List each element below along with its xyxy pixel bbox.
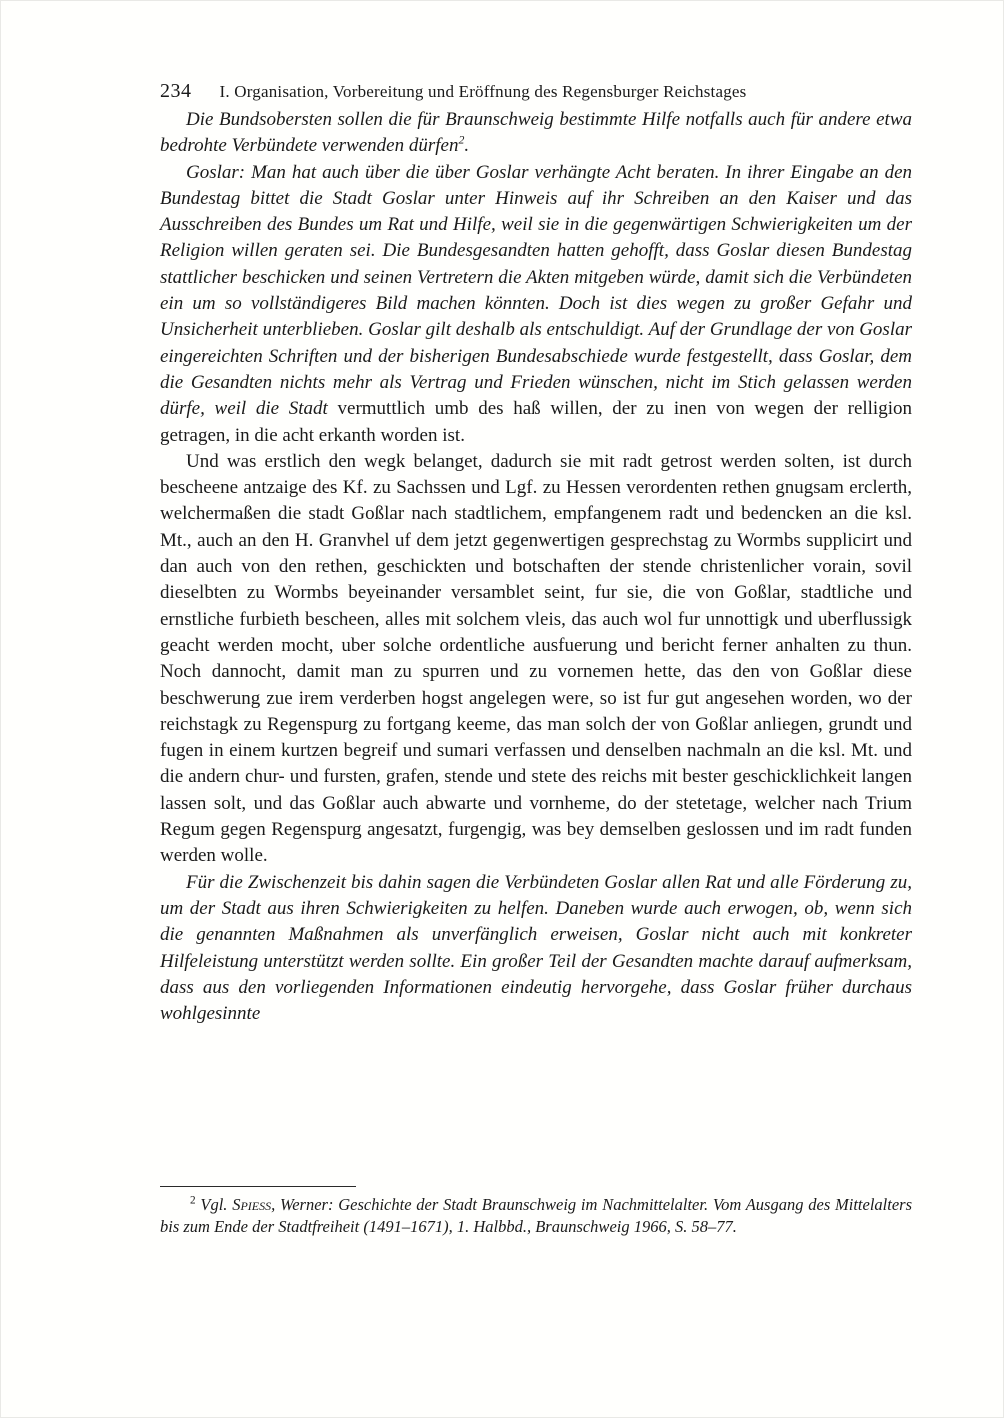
footnote-separator (160, 1186, 356, 1187)
paragraph-summary-goslar-acht (160, 160, 912, 449)
footnote-marker: 2 (190, 1194, 196, 1207)
footnote (160, 1194, 912, 1238)
chapter-running-title: I. Organisation, Vorbereitung und Eröffnung des Regensburger Reichstages (219, 82, 747, 101)
text-segment: , Werner: Geschichte der Stadt Braunschweig im Nachmittelalter. Vom Ausgang des Mittelalters bis zum Ende der Stadtfreiheit (1491–1671), 1. Halbbd., Braunschweig 1966, S. 58–77. (160, 1195, 912, 1236)
paragraph-summary-zwischenzeit (160, 870, 912, 1028)
text-segment: Für die Zwischenzeit bis dahin sagen die Verbündeten Goslar allen Rat und alle Förderung zu, um der Stadt aus ihren Schwierigkeiten zu helfen. Daneben wurde auch erwogen, ob, wenn sich die genannten Maßnahmen als unverfänglich erweisen, Goslar nicht auch mit konkreter Hilfeleistung unterstützt werden sollte. Ein großer Teil der Gesandten machte darauf aufmerksam, dass aus den vorliegenden Informationen eindeutig hervorgehe, dass Goslar früher durchaus wohlgesinnte (160, 871, 912, 1025)
text-segment: Die Bundsobersten sollen die für Braunschweig bestimmte Hilfe notfalls auch für andere etwa bedrohte Verbündete verwenden dürfen (160, 109, 912, 157)
text-segment: Goslar: Man hat auch über die über Goslar verhängte Acht beraten. In ihrer Eingabe an den Bundestag bittet die Stadt Goslar unter Hinweis auf ihr Schreiben an den Kaiser und das Ausschreiben des Bundes um Rat und Hilfe, weil sie in die gegenwärtigen Schwierigkeiten um der Religion willen geraten sei. Die Bundesgesandten hatten gehofft, dass Goslar diesen Bundestag stattlicher beschicken und seinen Vertretern die Akten mitgeben würde, damit sich die Verbündeten ein um so vollständigeres Bild machen könnten. Doch ist dies wegen zu großer Gefahr und Unsicherheit unterblieben. Goslar gilt deshalb als entschuldigt. Auf der Grundlage der von Goslar eingereichten Schriften und der bisherigen Bundesabschiede wurde festgestellt, dass Goslar, dem die Gesandten nichts mehr als Vertrag und Frieden wünschen, nicht im Stich gelassen werden dürfe, weil die Stadt (160, 161, 912, 420)
paragraph-summary-braunschweig-hilfe (160, 107, 912, 160)
paragraph-quote-goslar-weg (160, 449, 912, 870)
text-segment: vermuttlich umb des haß willen, der zu inen von wegen der relligion getragen, in die acht erkanth worden ist. (160, 398, 912, 446)
text-segment: Und was erstlich den wegk belanget, dadurch sie mit radt getrost werden solten, ist durch bescheene antzaige des Kf. zu Sachssen und Lgf. zu Hessen verordenten rethen gnugsam erclerth, welchermaßen die stadt Goßlar nach stadtlichem, empfangenem radt und bedencken an die ksl. Mt., auch an den H. Granvhel uf dem jetzt gegenwertigen gesprechstag zu Wormbs supplicirt und dan auch von den rethen, geschickten und botschaften der stende christenlicher vorain, sovil dieselbten zu Wormbs beyeinander versamblet seint, fur sie, die von Goßlar, stadtliche und ernstliche furbieth bescheen, alles mit solchem vleis, das auch wol fur unnottigk und uberflussigk geacht werden mocht, uber solche ordentliche ausfuerung und bericht ferner anhalten zu thun. Noch dannocht, damit man zu spurren und zu vornemen hette, das den von Goßlar diese beschwerung zue irem verderben hogst angelegen were, so ist fur gut angesehen worden, wo der reichstagk zu Regenspurg zu fortgang keeme, das man solch der von Goßlar anliegen, grundt und fugen in einem kurtzen begreif und sumari verfassen und denselben nachmaln an die ksl. Mt. und die andern chur- und fursten, grafen, stende und stete des reichs mit bester geschicklichkeit langen lassen solt, und das Goßlar auch abwarte und vornheme, do der stetetage, welcher nach Trium Regum gegen Regenspurg angesatzt, furgengig, was bey demselben geslossen und im radt funden werden wolle. (160, 450, 912, 867)
footnote-area (160, 1186, 912, 1238)
body-text (160, 107, 912, 1027)
page-number: 234 (160, 80, 192, 102)
text-segment: Vgl. (200, 1195, 233, 1214)
running-header (160, 80, 912, 103)
text-segment: . (464, 135, 470, 157)
text-segment: Spiess (232, 1195, 272, 1214)
text-segment: 2 (458, 133, 465, 147)
